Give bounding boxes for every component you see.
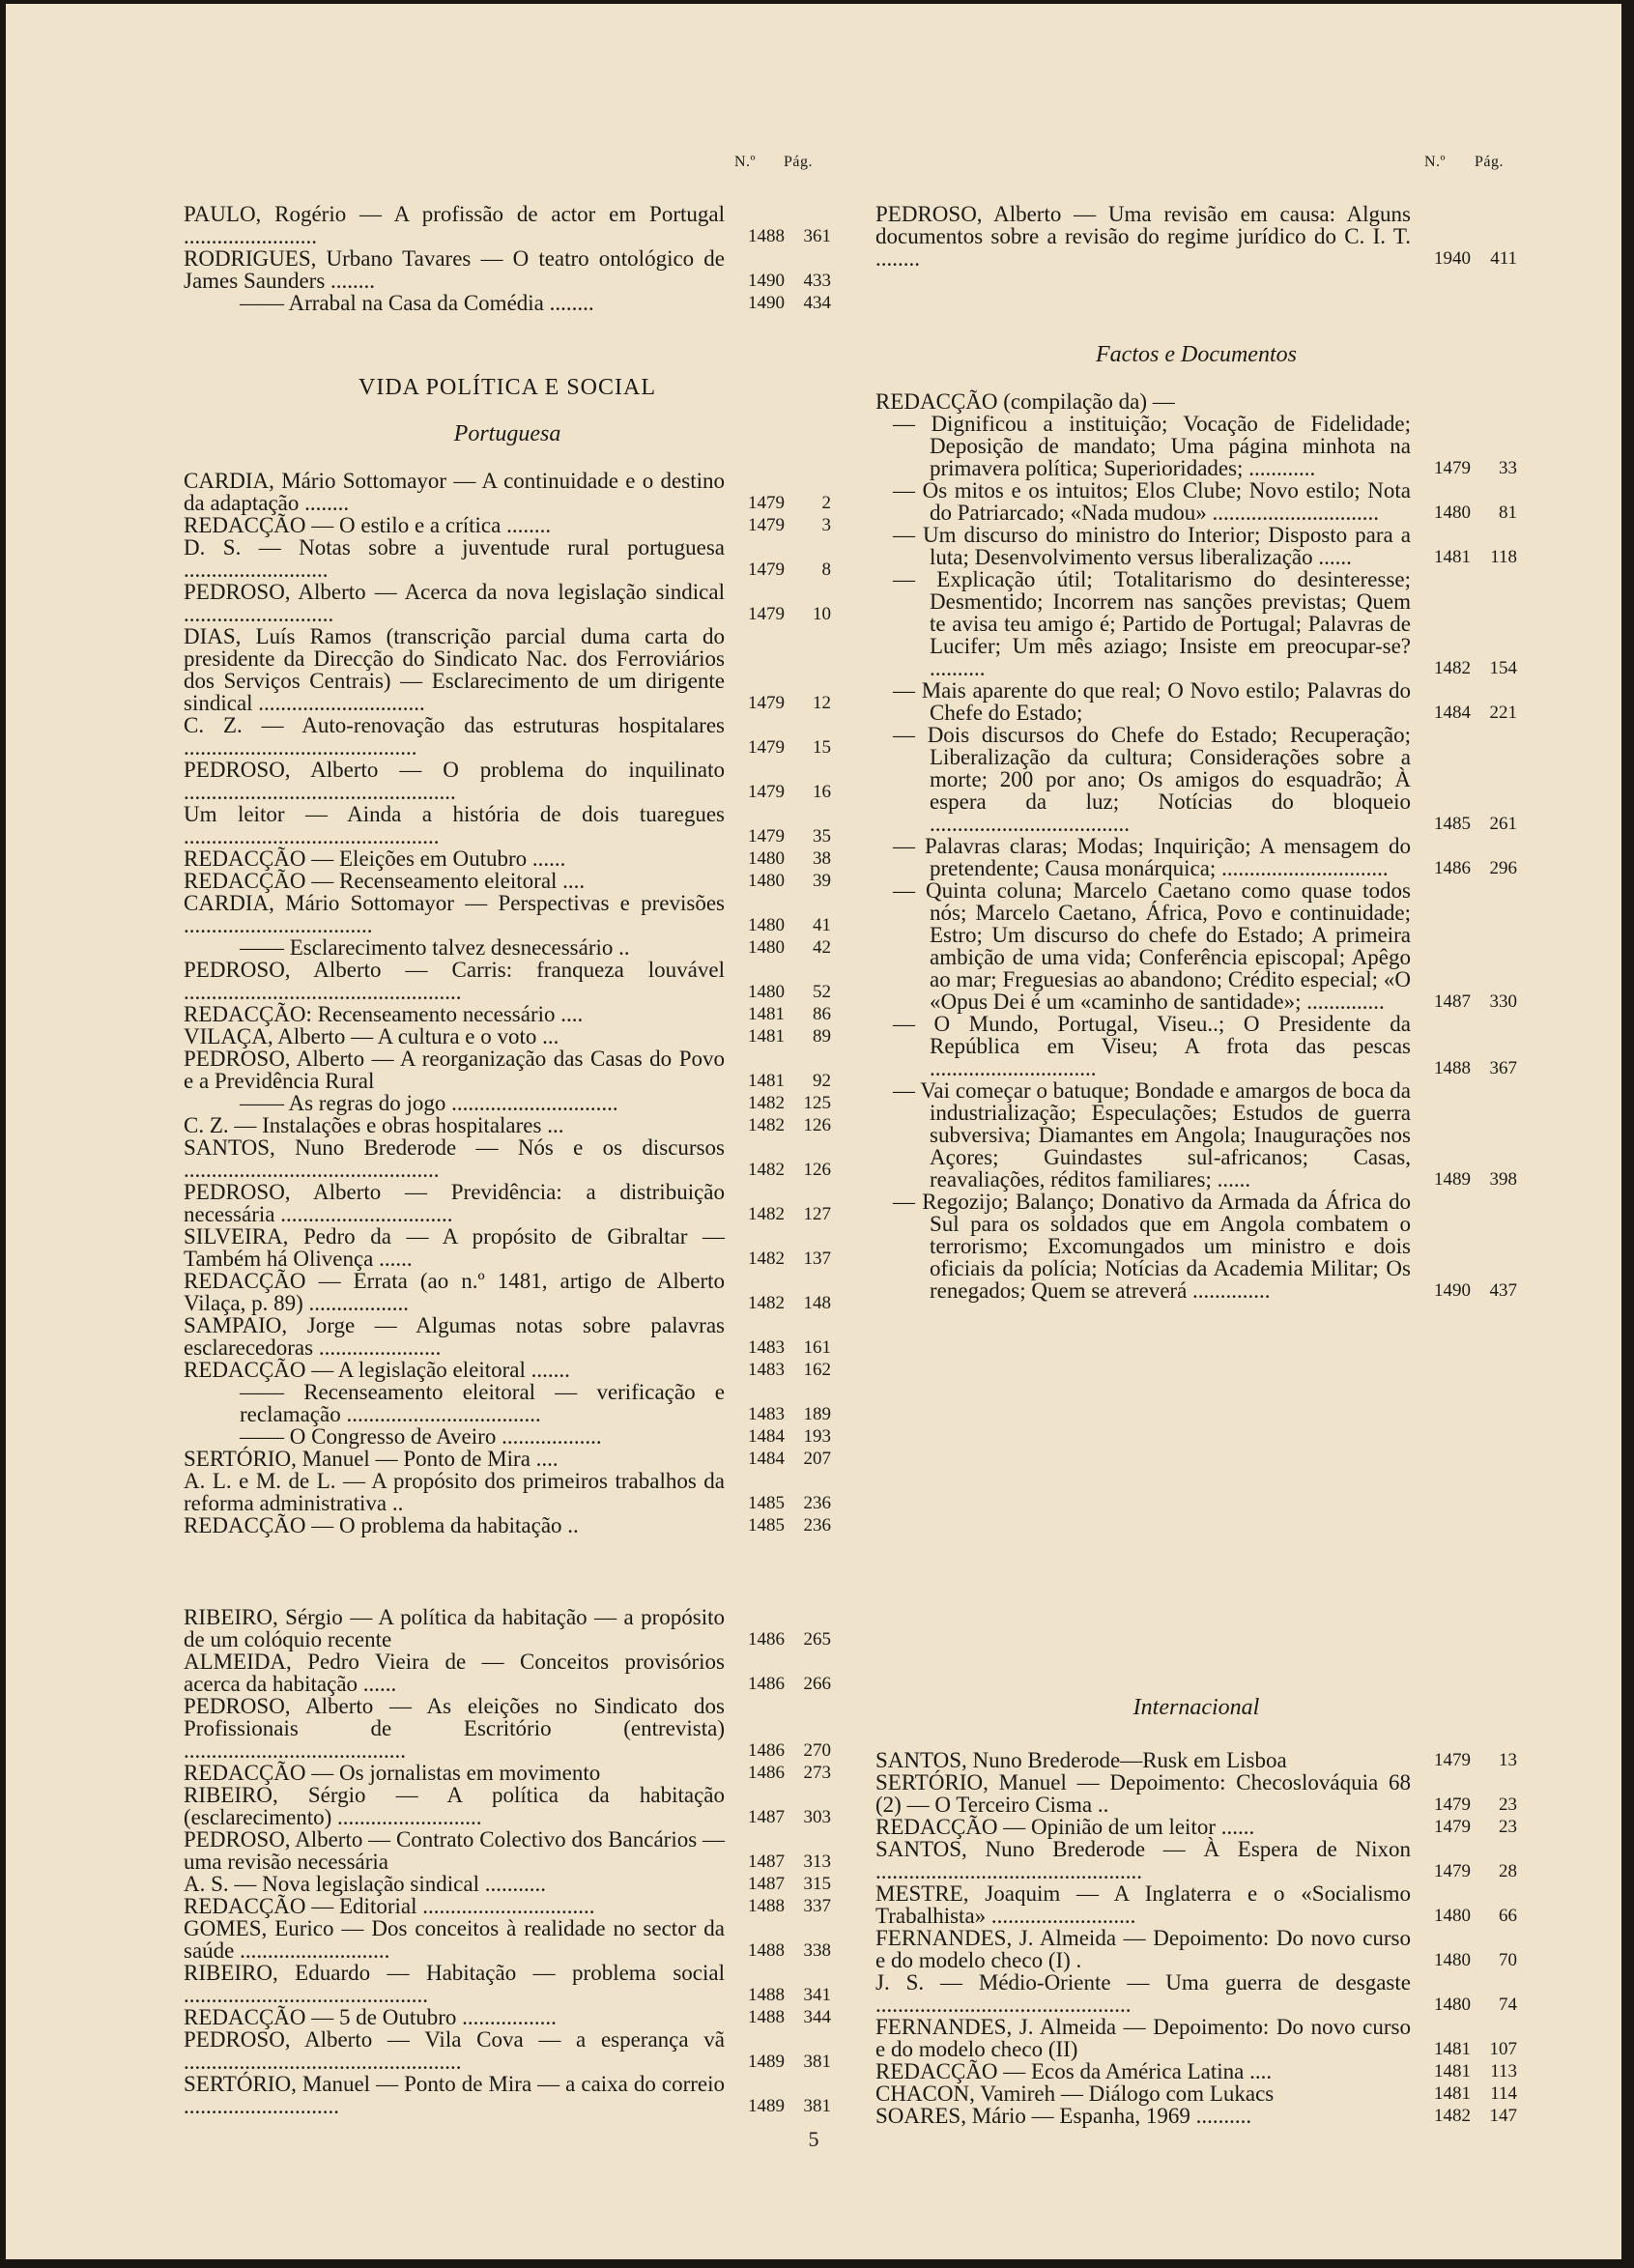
index-entry xyxy=(875,1191,1517,1302)
entry-title: REDACÇÃO — A legislação eleitoral ....... xyxy=(184,1358,570,1382)
index-entry xyxy=(184,514,831,536)
entry-page: 2 xyxy=(821,493,831,513)
index-entry xyxy=(184,2028,831,2073)
entry-title: PEDROSO, Alberto — Acerca da nova legislação sindical ........................... xyxy=(184,580,725,626)
entry-number: 1486 xyxy=(748,1629,785,1650)
entry-title: PEDROSO, Alberto — Carris: franqueza louvável .................................................. xyxy=(184,958,725,1004)
entry-number: 1479 xyxy=(748,493,785,513)
entry-number: 1480 xyxy=(748,915,785,935)
entry-title: — Quinta coluna; Marcelo Caetano como quase todos nós; Marcelo Caetano, África, Povo e continuidade; Estro; Um discurso do chefe do Estado; A primeira ambição de uma vida; Conferência episcopal; Apêgo ao mar; Freguesias ao abandono; Crédito especial; «O «Opus Dei é um «caminho de santidade»; .............. xyxy=(893,878,1411,1014)
index-page xyxy=(6,4,1621,2259)
entry-title: PEDROSO, Alberto — A reorganização das Casas do Povo e a Previdência Rural xyxy=(184,1047,725,1093)
entry-number: 1490 xyxy=(748,293,785,313)
entry-number: 1479 xyxy=(748,737,785,758)
index-entry xyxy=(184,1828,831,1873)
entry-title: — Regozijo; Balanço; Donativo da Armada da África do Sul para os soldados que em Angola combatem o terrorismo; Excomungados um ministro e dois oficiais da polícia; Notícias da Academia Militar; Os renegados; Quem se atreverá .............. xyxy=(893,1190,1411,1303)
entry-title: CARDIA, Mário Sottomayor — A continuidade e o destino da adaptação ........ xyxy=(184,469,725,515)
entry-page: 265 xyxy=(803,1629,831,1650)
entry-number: 1490 xyxy=(748,271,785,291)
index-entry xyxy=(875,1771,1517,1816)
entry-title: PEDROSO, Alberto — Previdência: a distribuição necessária ............................... xyxy=(184,1180,725,1226)
entry-number: 1479 xyxy=(748,604,785,624)
entry-page: 341 xyxy=(803,1985,831,2005)
index-entry xyxy=(184,1448,831,1470)
index-entry xyxy=(875,524,1517,568)
entry-title: REDACÇÃO — Ecos da América Latina .... xyxy=(875,2059,1273,2083)
entry-number: 1484 xyxy=(1434,703,1471,723)
index-entry xyxy=(184,581,831,625)
index-entry xyxy=(184,1048,831,1092)
index-entry xyxy=(184,1381,831,1425)
entry-page: 236 xyxy=(803,1515,831,1536)
entry-title: RIBEIRO, Sérgio — A política da habitação — a propósito de um colóquio recente xyxy=(184,1605,725,1651)
entry-page: 398 xyxy=(1489,1169,1517,1190)
entry-title: Um leitor — Ainda a história de dois tuaregues .............................................. xyxy=(184,802,725,848)
entry-page: 107 xyxy=(1489,2039,1517,2059)
entry-number: 1480 xyxy=(1434,502,1471,523)
index-entry xyxy=(875,835,1517,879)
index-entry xyxy=(184,870,831,892)
entry-title: A. L. e M. de L. — A propósito dos primeiros trabalhos da reforma administrativa .. xyxy=(184,1469,725,1515)
index-entry xyxy=(184,959,831,1003)
entry-page: 125 xyxy=(803,1093,831,1113)
entry-number: 1479 xyxy=(1434,458,1471,478)
entry-title: SANTOS, Nuno Brederode — Nós e os discursos .............................................. xyxy=(184,1135,725,1182)
index-entry xyxy=(875,1927,1517,1971)
entry-page: 296 xyxy=(1489,858,1517,878)
entry-number: 1488 xyxy=(748,1896,785,1916)
index-entry xyxy=(875,2082,1517,2105)
entry-title: REDACÇÃO — O estilo e a crítica ........ xyxy=(184,513,552,537)
number-header: N.º xyxy=(1424,154,1447,170)
index-entry xyxy=(184,625,831,714)
entry-page: 42 xyxy=(813,937,831,958)
entry-number: 1482 xyxy=(748,1160,785,1180)
entry-page: 86 xyxy=(813,1004,831,1024)
entry-number: 1480 xyxy=(748,848,785,869)
entry-title: —— Arrabal na Casa da Comédia ........ xyxy=(240,291,594,315)
entry-page: 16 xyxy=(813,782,831,802)
entry-page: 270 xyxy=(803,1740,831,1761)
entry-title: — Um discurso do ministro do Interior; Disposto para a luta; Desenvolvimento versus liberalização ...... xyxy=(893,523,1411,569)
entry-number: 1481 xyxy=(748,1026,785,1047)
index-entry xyxy=(184,1359,831,1381)
entry-number: 1489 xyxy=(748,2096,785,2116)
subsection-portuguesa: Portuguesa xyxy=(453,421,561,446)
index-entry xyxy=(184,1136,831,1181)
entry-number: 1479 xyxy=(1434,1794,1471,1815)
entry-title: SANTOS, Nuno Brederode—Rusk em Lisboa xyxy=(875,1748,1287,1772)
entry-title: ALMEIDA, Pedro Vieira de — Conceitos provisórios acerca da habitação ...... xyxy=(184,1650,725,1696)
entry-number: 1482 xyxy=(1434,658,1471,678)
page-number: 5 xyxy=(808,2127,819,2151)
subsection-internacional: Internacional xyxy=(1132,1695,1260,1720)
entry-title: J. S. — Médio-Oriente — Uma guerra de desgaste .............................................. xyxy=(875,1970,1411,2017)
index-entry xyxy=(184,1003,831,1025)
index-entry xyxy=(875,2105,1517,2127)
entry-page: 126 xyxy=(803,1115,831,1135)
entry-number: 1485 xyxy=(748,1493,785,1513)
entry-title: SERTÓRIO, Manuel — Ponto de Mira — a caixa do correio ............................ xyxy=(184,2072,725,2118)
index-entry xyxy=(184,1651,831,1695)
entry-page: 23 xyxy=(1499,1817,1517,1837)
entry-number: 1485 xyxy=(1434,814,1471,834)
entry-page: 41 xyxy=(813,915,831,935)
entry-title: C. Z. — Instalações e obras hospitalares ... xyxy=(184,1113,564,1137)
entry-page: 13 xyxy=(1499,1750,1517,1770)
entry-number: 1488 xyxy=(1434,1058,1471,1078)
entry-page: 313 xyxy=(803,1852,831,1872)
index-entry xyxy=(184,1114,831,1136)
entry-number: 1490 xyxy=(1434,1280,1471,1301)
index-entry xyxy=(875,203,1517,270)
entry-number: 1479 xyxy=(748,782,785,802)
entry-title: RIBEIRO, Eduardo — Habitação — problema social ............................................ xyxy=(184,1961,725,2007)
index-entry xyxy=(184,470,831,514)
entry-page: 381 xyxy=(803,2096,831,2116)
entry-page: 23 xyxy=(1499,1794,1517,1815)
entry-title: — O Mundo, Portugal, Viseu..; O Presidente da República em Viseu; A frota das pescas .............................. xyxy=(893,1012,1411,1080)
entry-title: D. S. — Notas sobre a juventude rural portuguesa .......................... xyxy=(184,535,725,582)
entry-number: 1481 xyxy=(1434,2083,1471,2104)
entry-number: 1483 xyxy=(748,1337,785,1358)
entry-title: PEDROSO, Alberto — As eleições no Sindicato dos Profissionais de Escritório (entrevista) ........................................ xyxy=(184,1694,725,1763)
redaccao-heading: REDACÇÃO (compilação da) — xyxy=(875,389,1175,414)
entry-title: —— O Congresso de Aveiro .................. xyxy=(240,1424,602,1449)
entry-title: FERNANDES, J. Almeida — Depoimento: Do novo curso e do modelo checo (II) xyxy=(875,2015,1411,2061)
index-entry xyxy=(875,724,1517,835)
entry-number: 1481 xyxy=(1434,2061,1471,2081)
entry-page: 81 xyxy=(1499,502,1517,523)
index-entry xyxy=(184,759,831,803)
index-entry xyxy=(875,1013,1517,1079)
index-entry xyxy=(184,1181,831,1225)
entry-title: RIBEIRO, Sérgio — A política da habitação (esclarecimento) .......................... xyxy=(184,1783,725,1829)
entry-page: 207 xyxy=(803,1449,831,1469)
entry-number: 1487 xyxy=(748,1874,785,1894)
index-entry xyxy=(184,1470,831,1514)
entry-page: 118 xyxy=(1490,547,1517,567)
entry-page: 361 xyxy=(803,226,831,246)
index-entry xyxy=(875,1971,1517,2016)
entry-title: FERNANDES, J. Almeida — Depoimento: Do novo curso e do modelo checo (I) . xyxy=(875,1926,1411,1972)
entry-page: 344 xyxy=(803,2007,831,2027)
index-entry xyxy=(875,1079,1517,1191)
entry-number: 1483 xyxy=(748,1404,785,1424)
entry-title: REDACÇÃO — Recenseamento eleitoral .... xyxy=(184,869,586,893)
index-entry xyxy=(875,479,1517,524)
entry-title: —— Recenseamento eleitoral — verificação e reclamação ................................... xyxy=(240,1380,725,1426)
entry-number: 1479 xyxy=(1434,1817,1471,1837)
index-entry xyxy=(184,1917,831,1962)
entry-page: 8 xyxy=(821,560,831,580)
entry-page: 189 xyxy=(803,1404,831,1424)
index-entry xyxy=(875,679,1517,724)
index-entry xyxy=(875,1749,1517,1771)
index-entry xyxy=(875,413,1517,479)
entry-page: 367 xyxy=(1489,1058,1517,1078)
entry-title: REDACÇÃO — 5 de Outubro ................. xyxy=(184,2005,557,2029)
entry-page: 127 xyxy=(803,1204,831,1224)
entry-title: DIAS, Luís Ramos (transcrição parcial duma carta do presidente da Direcção do Sindicato Nac. dos Ferroviários dos Serviços Centrais) — Esclarecimento de um dirigente sindical .............................. xyxy=(184,624,725,715)
entry-title: C. Z. — Auto-renovação das estruturas hospitalares .......................................... xyxy=(184,713,725,760)
entry-title: — Mais aparente do que real; O Novo estilo; Palavras do Chefe do Estado; xyxy=(893,678,1411,725)
entry-page: 337 xyxy=(803,1896,831,1916)
entry-number: 1482 xyxy=(748,1093,785,1113)
index-entry xyxy=(184,292,831,314)
entry-number: 1480 xyxy=(1434,1950,1471,1970)
entry-page: 315 xyxy=(803,1874,831,1894)
index-entry xyxy=(184,847,831,870)
entry-number: 1481 xyxy=(748,1071,785,1091)
entry-number: 1484 xyxy=(748,1426,785,1447)
entry-number: 1488 xyxy=(748,1940,785,1961)
entry-number: 1486 xyxy=(748,1740,785,1761)
index-entry xyxy=(184,1314,831,1359)
entry-title: PEDROSO, Alberto — Contrato Colectivo dos Bancários — uma revisão necessária xyxy=(184,1827,725,1874)
entry-page: 35 xyxy=(813,826,831,847)
entry-number: 1489 xyxy=(1434,1169,1471,1190)
entry-title: SANTOS, Nuno Brederode — À Espera de Nixon ................................................ xyxy=(875,1837,1411,1883)
entry-number: 1480 xyxy=(748,871,785,891)
entry-number: 1486 xyxy=(748,1674,785,1694)
entry-page: 193 xyxy=(803,1426,831,1447)
entry-page: 147 xyxy=(1489,2106,1517,2126)
left-bottom-entries xyxy=(184,1606,831,2117)
entry-page: 12 xyxy=(813,693,831,713)
index-entry xyxy=(184,1895,831,1917)
entry-number: 1488 xyxy=(748,2007,785,2027)
entry-title: VILAÇA, Alberto — A cultura e o voto ... xyxy=(184,1024,559,1048)
entry-title: PEDROSO, Alberto — O problema do inquilinato ................................................. xyxy=(184,758,725,804)
index-entry xyxy=(875,1816,1517,1838)
entry-title: PEDROSO, Alberto — Vila Cova — a esperança vã .................................................. xyxy=(184,2027,725,2074)
entry-page: 266 xyxy=(803,1674,831,1694)
entry-page: 3 xyxy=(821,515,831,535)
entry-title: REDACÇÃO — Opinião de um leitor ...... xyxy=(875,1815,1255,1839)
index-entry xyxy=(184,247,831,292)
index-entry xyxy=(184,1962,831,2006)
entry-number: 1480 xyxy=(748,982,785,1002)
index-entry xyxy=(184,536,831,581)
entry-page: 148 xyxy=(803,1293,831,1313)
entry-number: 1479 xyxy=(748,693,785,713)
entry-page: 113 xyxy=(1490,2061,1517,2081)
entry-page: 52 xyxy=(813,982,831,1002)
entry-number: 1481 xyxy=(1434,547,1471,567)
entry-page: 70 xyxy=(1499,1950,1517,1970)
entry-number: 1487 xyxy=(748,1807,785,1827)
index-entry xyxy=(184,1225,831,1270)
entry-page: 66 xyxy=(1499,1906,1517,1926)
entry-title: REDACÇÃO: Recenseamento necessário .... xyxy=(184,1002,584,1026)
index-entry xyxy=(184,936,831,959)
entry-number: 1479 xyxy=(748,560,785,580)
entry-title: SERTÓRIO, Manuel — Depoimento: Checoslováquia 68 (2) — O Terceiro Cisma .. xyxy=(875,1770,1411,1817)
entry-page: 162 xyxy=(803,1360,831,1380)
entry-number: 1487 xyxy=(748,1852,785,1872)
entry-number: 1488 xyxy=(748,1985,785,2005)
entry-page: 74 xyxy=(1499,1995,1517,2015)
entry-number: 1480 xyxy=(1434,1906,1471,1926)
page-header: Pág. xyxy=(784,154,813,170)
entry-number: 1486 xyxy=(1434,858,1471,878)
entry-page: 330 xyxy=(1489,991,1517,1012)
entry-title: —— Esclarecimento talvez desnecessário .. xyxy=(240,935,630,960)
entry-page: 381 xyxy=(803,2052,831,2072)
entry-page: 92 xyxy=(813,1071,831,1091)
entry-title: — Os mitos e os intuitos; Elos Clube; Novo estilo; Nota do Patriarcado; «Nada mudou» .............................. xyxy=(893,478,1411,525)
entry-number: 1940 xyxy=(1434,248,1471,269)
entry-page: 15 xyxy=(813,737,831,758)
entry-page: 28 xyxy=(1499,1861,1517,1881)
entry-number: 1481 xyxy=(1434,2039,1471,2059)
index-entry xyxy=(184,892,831,936)
entry-page: 137 xyxy=(803,1249,831,1269)
entry-page: 126 xyxy=(803,1160,831,1180)
entry-title: REDACÇÃO — Editorial ............................... xyxy=(184,1894,595,1918)
entry-number: 1479 xyxy=(1434,1750,1471,1770)
entry-number: 1487 xyxy=(1434,991,1471,1012)
entry-title: PEDROSO, Alberto — Uma revisão em causa: Alguns documentos sobre a revisão do regime jurídico do C. I. T. ........ xyxy=(875,202,1411,271)
entry-title: SERTÓRIO, Manuel — Ponto de Mira .... xyxy=(184,1447,559,1471)
index-entry xyxy=(184,2006,831,2028)
index-entry xyxy=(875,1838,1517,1882)
entry-page: 114 xyxy=(1490,2083,1517,2104)
entry-page: 273 xyxy=(803,1763,831,1783)
entry-number: 1482 xyxy=(1434,2106,1471,2126)
subsection-factos: Factos e Documentos xyxy=(1096,342,1297,367)
page-header: Pág. xyxy=(1475,154,1504,170)
index-entry xyxy=(875,568,1517,679)
entry-page: 261 xyxy=(1489,814,1517,834)
entry-page: 161 xyxy=(803,1337,831,1358)
entry-title: RODRIGUES, Urbano Tavares — O teatro ontológico de James Saunders ........ xyxy=(184,246,725,293)
entry-title: — Dignificou a instituição; Vocação de Fidelidade; Deposição de mandato; Uma página minhota na primavera política; Superioridades; ............ xyxy=(893,412,1411,480)
left-top-entries xyxy=(184,203,831,314)
index-entry xyxy=(875,879,1517,1013)
entry-title: GOMES, Eurico — Dos conceitos à realidade no sector da saúde ........................... xyxy=(184,1916,725,1963)
entry-page: 433 xyxy=(803,271,831,291)
entry-number: 1479 xyxy=(1434,1861,1471,1881)
entry-title: SILVEIRA, Pedro da — A propósito de Gibraltar — Também há Olivença ...... xyxy=(184,1224,725,1271)
entry-title: — Explicação útil; Totalitarismo do desinteresse; Desmentido; Incorrem nas sanções previstas; Quem te avisa teu amigo é; Partido de Portugal; Palavras de Lucifer; Um mês aziago; Insiste em preocupar-se? .......... xyxy=(893,567,1411,680)
entry-page: 338 xyxy=(803,1940,831,1961)
entry-number: 1480 xyxy=(1434,1995,1471,2015)
index-entry xyxy=(875,1882,1517,1927)
entry-title: REDACÇÃO — Errata (ao n.º 1481, artigo de Alberto Vilaça, p. 89) .................. xyxy=(184,1269,725,1315)
index-entry xyxy=(184,203,831,247)
right-factos-entries xyxy=(875,413,1517,1302)
index-entry xyxy=(184,1762,831,1784)
right-top-entries xyxy=(875,203,1517,270)
entry-number: 1484 xyxy=(748,1449,785,1469)
entry-title: REDACÇÃO — O problema da habitação .. xyxy=(184,1513,579,1537)
index-entry xyxy=(184,1873,831,1895)
entry-page: 303 xyxy=(803,1807,831,1827)
entry-title: REDACÇÃO — Eleições em Outubro ...... xyxy=(184,847,566,871)
index-entry xyxy=(184,1606,831,1651)
index-entry xyxy=(184,1425,831,1448)
index-entry xyxy=(184,1092,831,1114)
entry-title: CHACON, Vamireh — Diálogo com Lukacs xyxy=(875,2081,1275,2106)
entry-number: 1488 xyxy=(748,226,785,246)
index-entry xyxy=(184,1784,831,1828)
number-header: N.º xyxy=(734,154,757,170)
index-entry xyxy=(184,714,831,759)
entry-number: 1481 xyxy=(748,1004,785,1024)
entry-number: 1482 xyxy=(748,1293,785,1313)
entry-number: 1482 xyxy=(748,1115,785,1135)
entry-title: — Palavras claras; Modas; Inquirição; A mensagem do pretendente; Causa monárquica; .............................. xyxy=(893,834,1411,880)
entry-page: 221 xyxy=(1489,703,1517,723)
index-entry xyxy=(875,2060,1517,2082)
entry-page: 89 xyxy=(813,1026,831,1047)
entry-number: 1479 xyxy=(748,826,785,847)
entry-page: 39 xyxy=(813,871,831,891)
entry-page: 38 xyxy=(813,848,831,869)
entry-page: 434 xyxy=(803,293,831,313)
entry-page: 10 xyxy=(813,604,831,624)
entry-number: 1479 xyxy=(748,515,785,535)
entry-title: — Vai começar o batuque; Bondade e amargos de boca da industrialização; Especulações; Estudos de guerra subversiva; Diamantes em Angola; Inaugurações nos Açores; Guindastes sul-africanos; Casas, reavaliações, réditos familiares; ...... xyxy=(893,1078,1411,1191)
entry-title: SAMPAIO, Jorge — Algumas notas sobre palavras esclarecedoras ...................... xyxy=(184,1313,725,1360)
entry-title: — Dois discursos do Chefe do Estado; Recuperação; Liberalização da cultura; Considerações sobre a morte; 200 por ano; Os amigos do esquadrão; À espera da luz; Notícias do bloqueio .................................... xyxy=(893,723,1411,836)
index-entry xyxy=(184,1695,831,1762)
index-entry xyxy=(184,1025,831,1048)
entry-title: PAULO, Rogério — A profissão de actor em Portugal ........................ xyxy=(184,202,725,248)
entry-title: —— As regras do jogo .............................. xyxy=(240,1091,618,1115)
entry-number: 1483 xyxy=(748,1360,785,1380)
entry-title: SOARES, Mário — Espanha, 1969 .......... xyxy=(875,2104,1252,2128)
entry-number: 1480 xyxy=(748,937,785,958)
index-entry xyxy=(184,803,831,847)
index-entry xyxy=(184,1514,831,1536)
entry-page: 411 xyxy=(1490,248,1517,269)
entry-page: 33 xyxy=(1499,458,1517,478)
entry-number: 1486 xyxy=(748,1763,785,1783)
section-title: VIDA POLÍTICA E SOCIAL xyxy=(358,375,656,400)
entry-page: 236 xyxy=(803,1493,831,1513)
left-main-entries xyxy=(184,470,831,1536)
entry-title: MESTRE, Joaquim — A Inglaterra e o «Socialismo Trabalhista» .......................... xyxy=(875,1881,1411,1928)
entry-number: 1482 xyxy=(748,1249,785,1269)
entry-number: 1489 xyxy=(748,2052,785,2072)
entry-number: 1485 xyxy=(748,1515,785,1536)
entry-title: REDACÇÃO — Os jornalistas em movimento xyxy=(184,1761,601,1785)
right-intl-entries xyxy=(875,1749,1517,2127)
entry-title: A. S. — Nova legislação sindical ........... xyxy=(184,1872,546,1896)
entry-number: 1482 xyxy=(748,1204,785,1224)
entry-title: CARDIA, Mário Sottomayor — Perspectivas e previsões .................................. xyxy=(184,891,725,937)
entry-page: 154 xyxy=(1489,658,1517,678)
index-entry xyxy=(875,2016,1517,2060)
entry-page: 437 xyxy=(1489,1280,1517,1301)
index-entry xyxy=(184,2073,831,2117)
index-entry xyxy=(184,1270,831,1314)
